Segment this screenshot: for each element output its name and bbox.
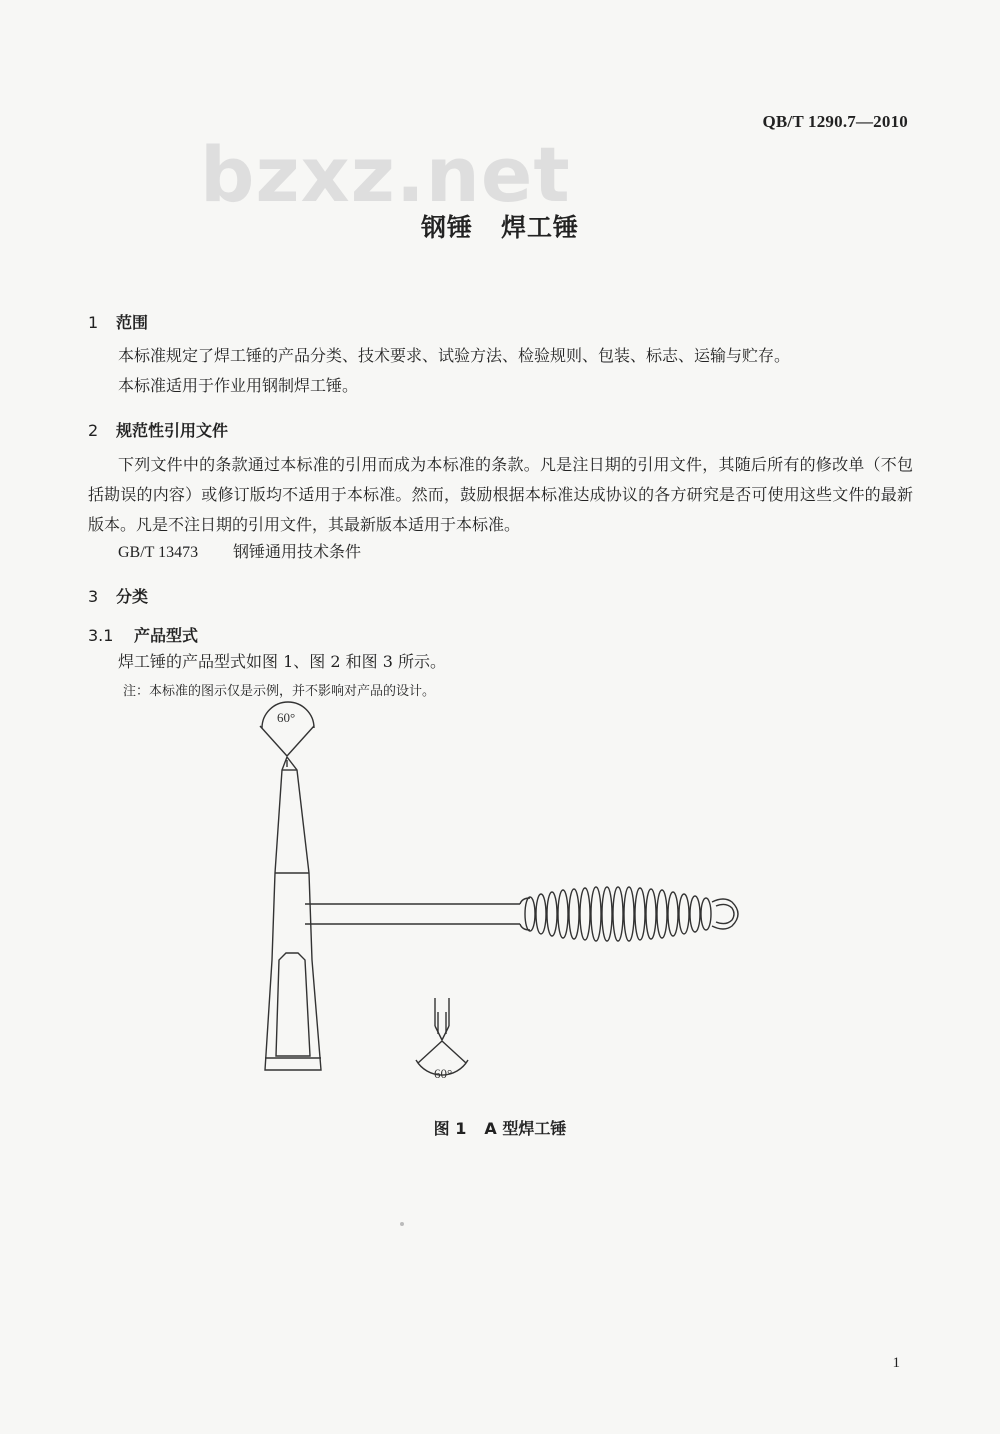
section-number: 2 xyxy=(88,421,99,440)
page-number: 1 xyxy=(892,1355,900,1371)
title-part2: 焊工锤 xyxy=(501,213,580,242)
bottom-angle-line-right xyxy=(442,1041,466,1063)
figure-note: 注：本标准的图示仅是示例，并不影响对产品的设计。 xyxy=(123,684,436,699)
section-1-paragraph-2: 本标准适用于作业用钢制焊工锤。 xyxy=(118,376,359,395)
top-angle-line-right xyxy=(287,726,314,756)
section-number: 1 xyxy=(88,313,99,332)
section-title: 产品型式 xyxy=(134,626,199,645)
reference-code: GB/T 13473 xyxy=(118,544,199,561)
section-title: 规范性引用文件 xyxy=(116,421,229,440)
reference-title: 钢锤通用技术条件 xyxy=(233,542,362,561)
scan-speck xyxy=(400,1222,404,1226)
figure-number: 图 1 xyxy=(433,1119,467,1138)
tip-side-view xyxy=(435,998,449,1040)
section-number: 3.1 xyxy=(88,626,114,645)
section-number: 3 xyxy=(88,587,99,606)
bottom-angle-line-left xyxy=(418,1041,442,1063)
section-2-paragraph: 下列文件中的条款通过本标准的引用而成为本标准的条款。凡是注日期的引用文件，其随后所有的修改单（不包括勘误的内容）或修订版均不适用于本标准。然而，鼓励根据本标准达成协议的各方研究是否可使用这些文件的最新版本。凡是不注日期的引用文件，其最新版本适用于本标准。 xyxy=(88,455,913,534)
hammer-handle xyxy=(305,904,520,924)
watermark: bzxz.net xyxy=(200,130,571,219)
section-title: 分类 xyxy=(116,587,149,606)
top-angle-label: 60° xyxy=(277,710,296,725)
standard-code: QB/T 1290.7—2010 xyxy=(762,112,908,131)
section-1-paragraph-1: 本标准规定了焊工锤的产品分类、技术要求、试验方法、检验规则、包装、标志、运输与贮存。 xyxy=(118,346,791,365)
title-part1: 钢锤 xyxy=(420,213,473,242)
section-title: 范围 xyxy=(116,313,149,332)
top-angle-line-left xyxy=(260,726,287,756)
bottom-angle-label: 60° xyxy=(434,1066,453,1081)
figure-title: A 型焊工锤 xyxy=(484,1119,567,1138)
section-3-1-paragraph: 焊工锤的产品型式如图 1、图 2 和图 3 所示。 xyxy=(118,652,446,671)
hammer-head xyxy=(265,757,321,1070)
figure-caption xyxy=(0,1116,1000,1139)
spring-grip xyxy=(520,887,738,941)
